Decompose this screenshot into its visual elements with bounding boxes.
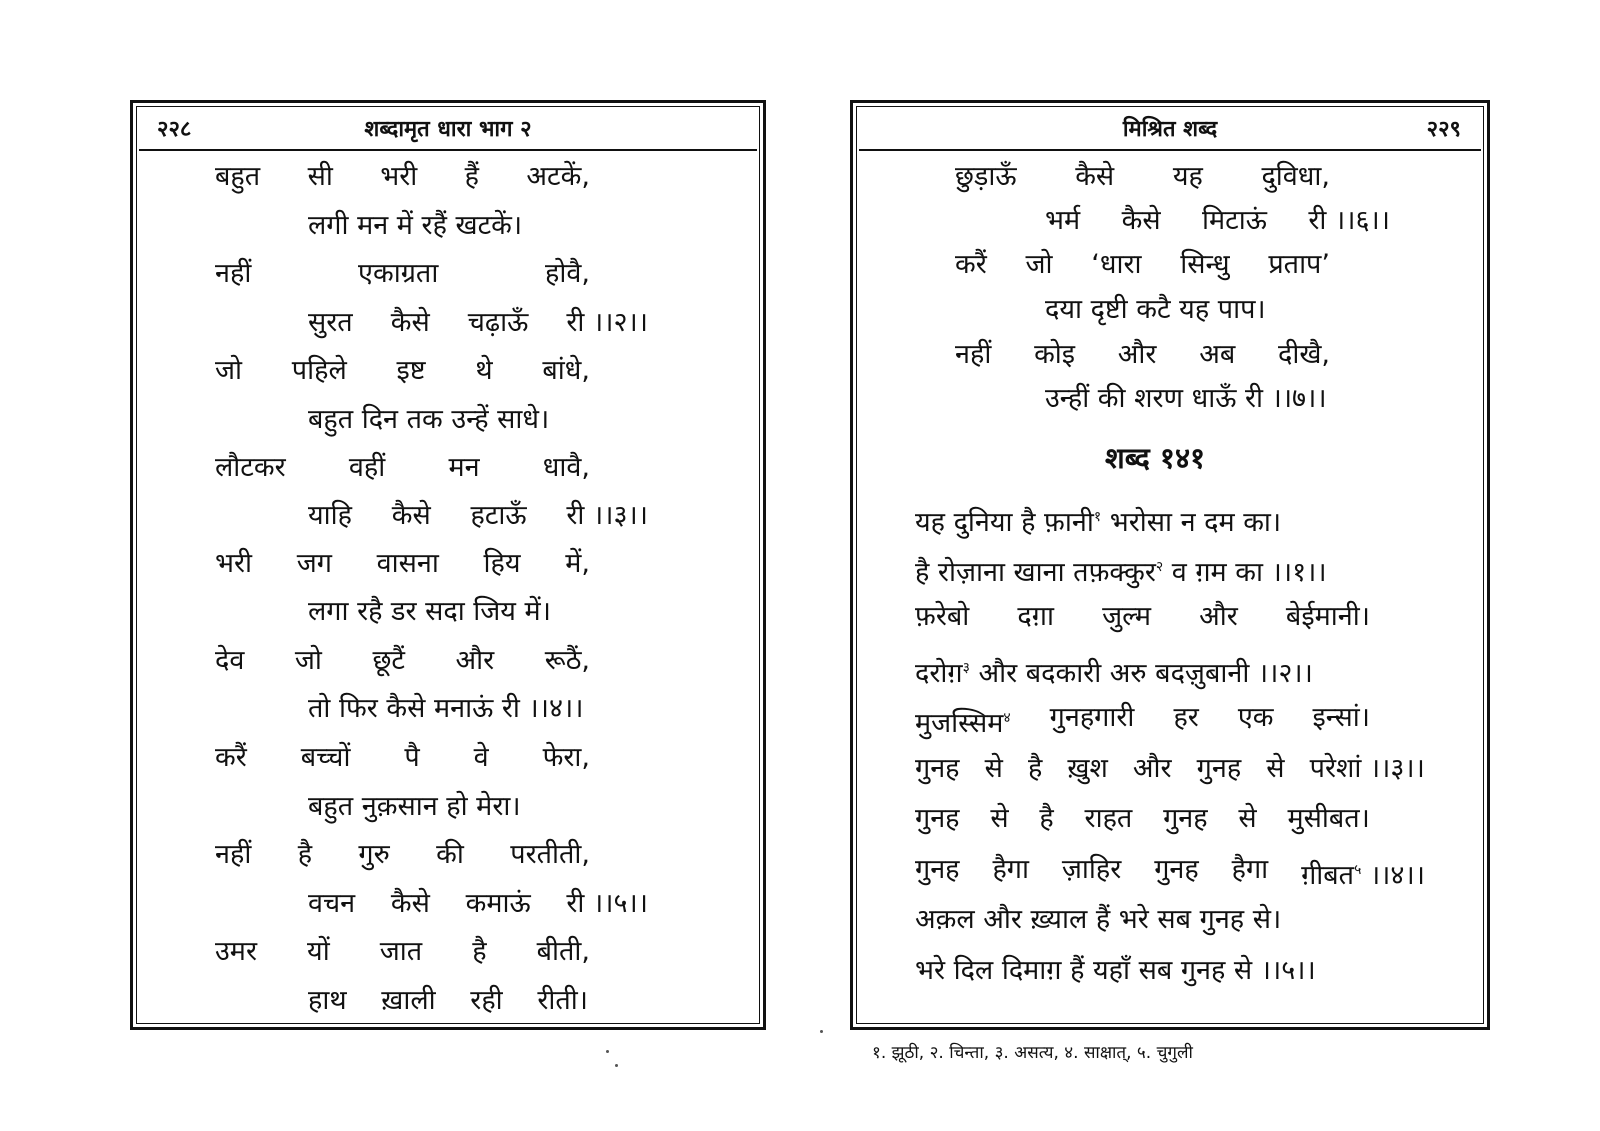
footnote-mark: १ [1093, 509, 1102, 525]
word: गुनहगारी [1049, 702, 1135, 733]
word: कोइ [1034, 339, 1076, 370]
word: बेईमानी। [1285, 601, 1370, 632]
verse-line [915, 651, 1313, 691]
left-page-header [139, 109, 757, 151]
word: की [436, 839, 464, 870]
word: व ग़म का ।।१।। [1171, 557, 1327, 588]
word: रही [470, 985, 503, 1016]
verse-line [955, 160, 1330, 194]
word: दग़ा [1017, 601, 1054, 632]
verse-line [308, 790, 521, 824]
word: नहीं [215, 839, 252, 870]
word: और [1132, 753, 1172, 784]
word: जो [215, 355, 243, 386]
verse-line [215, 160, 590, 194]
word: करैं [215, 742, 247, 773]
word: में, [565, 548, 590, 579]
verse-line [915, 752, 1425, 786]
word: एक [1237, 702, 1274, 733]
word-with-mark [1301, 853, 1425, 893]
word: बांधे, [542, 355, 590, 386]
verse-line [915, 701, 1370, 741]
word: रूठैं, [544, 645, 590, 676]
word: ग़ीबत [1301, 860, 1355, 891]
word: भर्म [1045, 205, 1081, 236]
left-running-head: शब्दामृत धारा भाग २ [364, 117, 532, 142]
word: बीती, [536, 936, 590, 967]
verse-line [308, 692, 583, 726]
word: दुविधा, [1261, 161, 1330, 192]
verse-line [215, 257, 590, 291]
verse-line [955, 338, 1330, 372]
word: हाथ [308, 985, 347, 1016]
word: है [472, 936, 487, 967]
word: यह [1172, 161, 1203, 192]
verse-line [1045, 382, 1327, 416]
word: कमाऊं [465, 888, 531, 919]
word: री ।।३।। [566, 500, 648, 531]
word: गुनह [1163, 803, 1208, 834]
word: हैं [464, 161, 479, 192]
word: चढ़ाऊँ [467, 307, 529, 338]
word: वे [473, 742, 489, 773]
verse-line [915, 903, 1281, 937]
word: मुजस्सिम [915, 708, 1004, 739]
word: ख़ाली [381, 985, 436, 1016]
word: कैसे [390, 307, 430, 338]
word: अटकें, [526, 161, 590, 192]
right-page-header [859, 109, 1481, 151]
word: लगी मन में रहैं खटकें। [308, 210, 523, 241]
footnote-mark: २ [1155, 559, 1164, 575]
word: करैं [955, 249, 987, 280]
verse-line [215, 354, 590, 388]
word: उन्हीं की शरण धाऊँ री ।।७।। [1045, 383, 1327, 414]
word: प्रताप’ [1268, 249, 1330, 280]
verse-line [915, 802, 1370, 836]
verse-line [308, 306, 648, 340]
left-page-number: २२८ [157, 117, 192, 142]
word: परतीती, [510, 839, 590, 870]
word: सी [307, 161, 333, 192]
word: हर [1173, 702, 1199, 733]
verse-line [308, 499, 648, 533]
word: है रोज़ाना खाना तफ़क्कुर [915, 557, 1156, 588]
word: है [1039, 803, 1054, 834]
word: यों [307, 936, 330, 967]
word: तो फिर कैसे मनाऊं री ।।४।। [308, 693, 584, 724]
word: गुनह [1154, 854, 1199, 885]
word: मिटाऊं [1202, 205, 1267, 236]
word: गुनह [915, 803, 960, 834]
word: गुनह [915, 753, 960, 784]
word: कैसे [390, 888, 430, 919]
footnote-mark: ५ [1354, 862, 1362, 878]
word: री ।।५।। [566, 888, 648, 919]
scan-speck [820, 1030, 823, 1033]
word: इन्सां। [1312, 702, 1370, 733]
word: और [1199, 601, 1238, 632]
verse-line [215, 838, 590, 872]
word: दया दृष्टी कटै यह पाप। [1045, 294, 1266, 325]
word-with-mark [915, 701, 1011, 741]
word: हिय [483, 548, 521, 579]
word: हैगा [1231, 854, 1269, 885]
word: धावै, [542, 452, 590, 483]
word: वहीं [348, 452, 386, 483]
word: फ़रेबो [915, 601, 970, 632]
word: भरी [215, 548, 253, 579]
verse-line [308, 984, 588, 1018]
verse-line [915, 600, 1370, 634]
section-heading: शब्द १४१ [1105, 441, 1206, 475]
word: नहीं [955, 339, 992, 370]
verse-line [915, 954, 1316, 988]
word: छूटैं [372, 645, 405, 676]
footnote-mark: ४ [1003, 710, 1011, 726]
word: नहीं [215, 258, 252, 289]
word: जात [379, 936, 423, 967]
word: बहुत [215, 161, 261, 192]
right-running-head: मिश्रित शब्द [1122, 117, 1218, 142]
word: भरोसा न दम का। [1109, 507, 1282, 538]
word: और बदकारी अरु बदज़ुबानी ।।२।। [978, 658, 1313, 689]
word: हटाऊँ [470, 500, 527, 531]
word: जग [296, 548, 332, 579]
word: भरे दिल दिमाग़ हैं यहाँ सब गुनह से ।।५।। [915, 955, 1316, 986]
right-page-number: २२९ [1426, 117, 1461, 142]
word: से [1266, 753, 1285, 784]
word: अब [1199, 339, 1236, 370]
verse-line [308, 887, 648, 921]
word: और [455, 645, 495, 676]
word: कैसे [1075, 161, 1115, 192]
footnote-mark: ३ [962, 660, 970, 676]
verse-line [215, 547, 590, 581]
word: होवै, [545, 258, 590, 289]
word: हैगा [992, 854, 1029, 885]
verse-line [915, 550, 1327, 590]
word: यह दुनिया है फ़ानी [915, 507, 1094, 538]
verse-line [215, 451, 590, 485]
word: ख़ुश [1067, 753, 1108, 784]
word: जो [1025, 249, 1053, 280]
verse-line [1045, 204, 1390, 238]
word: है [1027, 753, 1043, 784]
verse-line [215, 741, 590, 775]
word: याहि [308, 500, 352, 531]
verse-line [915, 853, 1425, 893]
word: बच्चों [300, 742, 351, 773]
word: छुड़ाऊँ [955, 161, 1017, 192]
word: बहुत दिन तक उन्हें साधे। [308, 404, 550, 435]
word: फेरा, [542, 742, 590, 773]
word: रीती। [537, 985, 588, 1016]
word: अक़ल और ख़्याल हैं भरे सब गुनह से। [915, 904, 1282, 935]
word: परेशां ।।३।। [1309, 753, 1425, 784]
word: उमर [215, 936, 257, 967]
word: राहत [1084, 803, 1133, 834]
word: री ।।६।। [1308, 205, 1390, 236]
word: सुरत [308, 307, 353, 338]
word: इष्ट [396, 355, 426, 386]
word: ‘धारा [1091, 249, 1142, 280]
word: मुसीबत। [1287, 803, 1370, 834]
word: ज़ाहिर [1061, 854, 1122, 885]
word: एकाग्रता [358, 258, 439, 289]
scan-speck [606, 1050, 609, 1053]
word: सिन्धु [1180, 249, 1230, 280]
word: दरोग़ [915, 658, 963, 689]
word: और [1117, 339, 1157, 370]
footnotes: १. झूठी, २. चिन्ता, ३. असत्य, ४. साक्षात्, ५. चुगुली [872, 1043, 1193, 1063]
word: है [297, 839, 313, 870]
word: गुनह [1196, 753, 1242, 784]
verse-line [955, 248, 1330, 282]
word: री ।।२।। [566, 307, 648, 338]
word: जुल्म [1102, 601, 1151, 632]
word: ।।४।। [1369, 860, 1425, 891]
word: पै [404, 742, 420, 773]
word: से [984, 753, 1003, 784]
word: पहिले [291, 355, 347, 386]
word: लौटकर [215, 452, 286, 483]
word: वासना [376, 548, 439, 579]
verse-line [215, 935, 590, 969]
word: से [990, 803, 1009, 834]
word: बहुत नुक़सान हो मेरा। [308, 791, 521, 822]
word: दीखै, [1277, 339, 1330, 370]
verse-line [215, 644, 590, 678]
word: गुनह [915, 854, 960, 885]
verse-line [915, 500, 1281, 540]
word: से [1238, 803, 1257, 834]
verse-line [308, 595, 551, 629]
word: गुरु [358, 839, 390, 870]
word: देव [215, 645, 245, 676]
word: मन [448, 452, 480, 483]
verse-line [308, 403, 549, 437]
word: लगा रहै डर सदा जिय में। [308, 596, 551, 627]
verse-line [308, 209, 522, 243]
word: भरी [380, 161, 418, 192]
word: जो [294, 645, 322, 676]
word: कैसे [391, 500, 431, 531]
verse-line [1045, 293, 1266, 327]
word: वचन [308, 888, 356, 919]
word: कैसे [1121, 205, 1161, 236]
word: थे [475, 355, 493, 386]
scan-speck [615, 1064, 618, 1067]
